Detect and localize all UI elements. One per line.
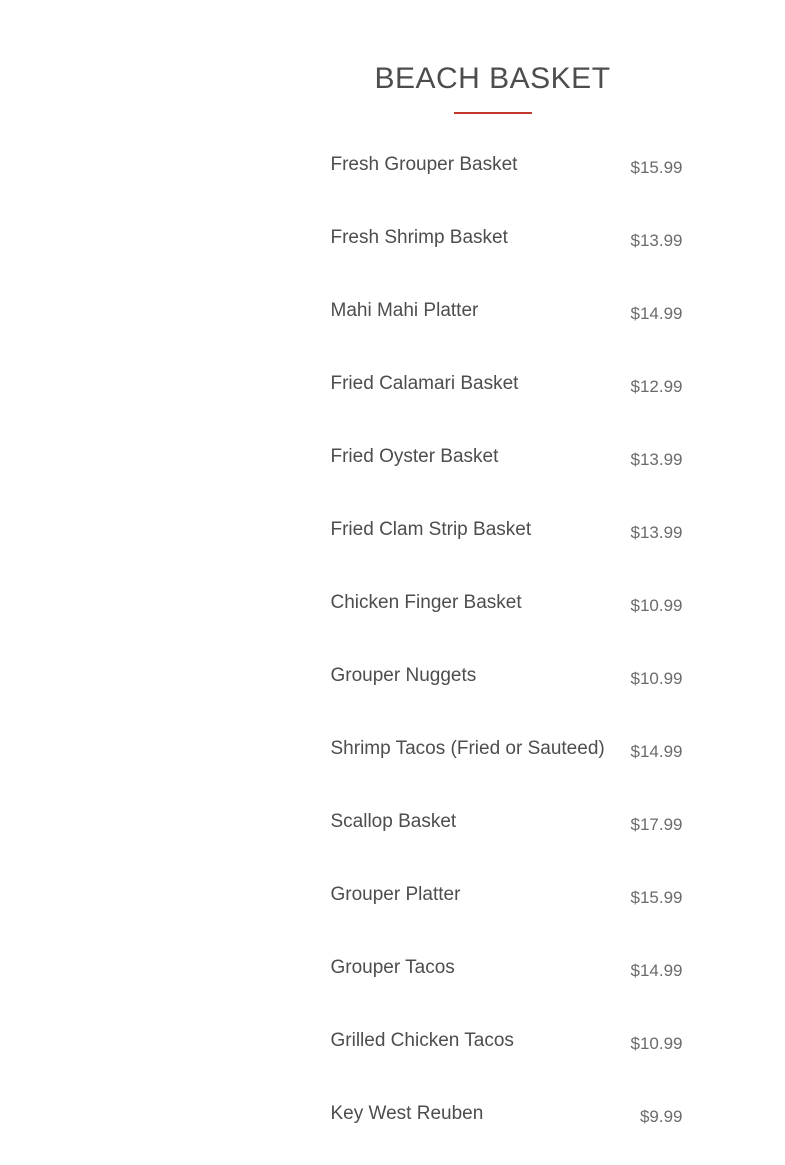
menu-item-name: Scallop Basket — [330, 811, 457, 832]
list-item — [303, 797, 683, 870]
menu-item-name: Grilled Chicken Tacos — [330, 1030, 514, 1051]
menu-item-name: Grouper Platter — [330, 884, 461, 905]
menu-item-name: Grouper Nuggets — [330, 665, 477, 686]
title-divider — [454, 112, 532, 114]
page-title: BEACH BASKET — [374, 62, 611, 95]
list-item — [303, 943, 683, 1016]
menu-item-name: Fried Calamari Basket — [330, 373, 519, 394]
menu-item-name: Key West Reuben — [330, 1103, 484, 1124]
menu-item-name: Fresh Shrimp Basket — [330, 227, 508, 248]
menu-item-name: Shrimp Tacos (Fried or Sauteed) — [330, 738, 605, 759]
menu-item-price: $13.99 — [630, 523, 683, 542]
menu-item-price: $10.99 — [630, 596, 683, 615]
list-item — [303, 870, 683, 943]
list-item — [303, 213, 683, 286]
list-item — [303, 505, 683, 578]
menu-item-price: $9.99 — [639, 1107, 683, 1126]
menu-item-name: Fried Clam Strip Basket — [330, 519, 532, 540]
menu-item-name: Fresh Grouper Basket — [330, 154, 518, 175]
menu-item-list — [0, 140, 785, 1162]
menu-item-name: Fried Oyster Basket — [330, 446, 499, 467]
list-item — [303, 140, 683, 213]
menu-item-name: Mahi Mahi Platter — [330, 300, 479, 321]
menu-item-price: $15.99 — [630, 888, 683, 907]
menu-item-price: $13.99 — [630, 231, 683, 250]
title-divider-wrapper — [0, 112, 785, 114]
list-item — [303, 651, 683, 724]
list-item — [303, 432, 683, 505]
menu-item-price: $14.99 — [630, 304, 683, 323]
list-item — [303, 724, 683, 797]
list-item — [303, 1089, 683, 1162]
menu-item-price: $12.99 — [630, 377, 683, 396]
menu-item-price: $10.99 — [630, 1034, 683, 1053]
list-item — [303, 286, 683, 359]
menu-item-price: $17.99 — [630, 815, 683, 834]
menu-item-name: Grouper Tacos — [330, 957, 455, 978]
list-item — [303, 359, 683, 432]
menu-item-price: $14.99 — [630, 961, 683, 980]
menu-item-price: $13.99 — [630, 450, 683, 469]
list-item — [303, 1016, 683, 1089]
menu-item-price: $14.99 — [630, 742, 683, 761]
list-item — [303, 578, 683, 651]
menu-item-price: $10.99 — [630, 669, 683, 688]
menu-item-price: $15.99 — [630, 158, 683, 177]
menu-item-name: Chicken Finger Basket — [330, 592, 522, 613]
